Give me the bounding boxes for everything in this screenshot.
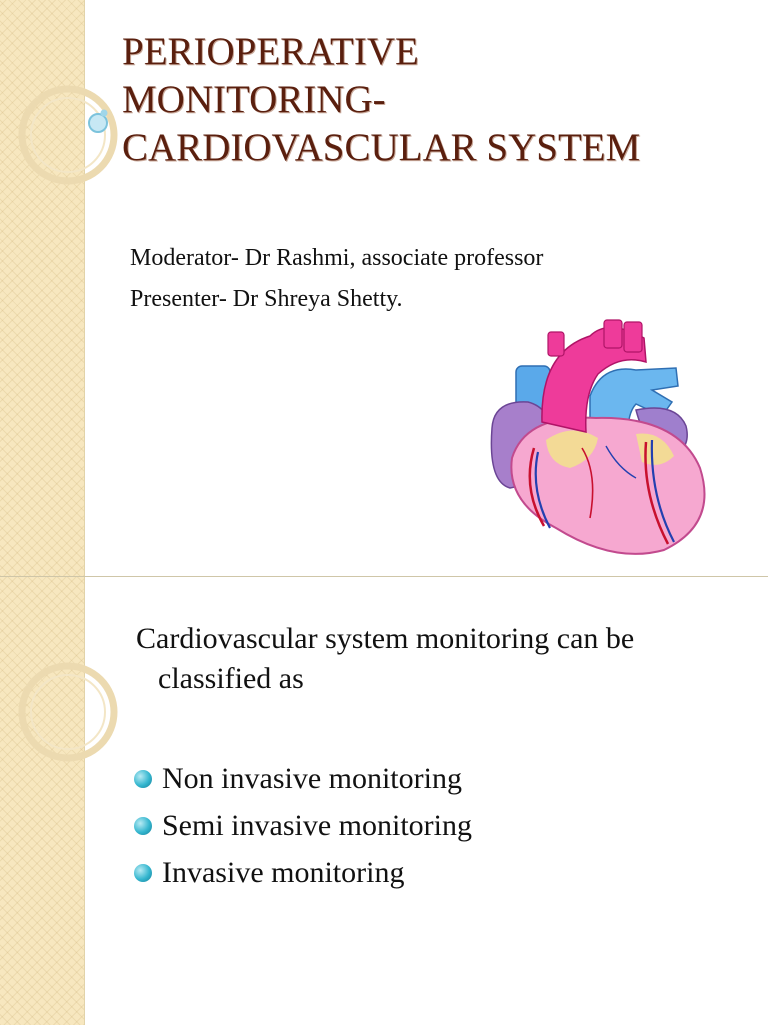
intro-line: classified as [158,662,304,695]
list-item [134,802,472,849]
title-line: PERIOPERATIVE [122,30,419,73]
title-line: MONITORING- [122,78,386,121]
list-item [134,849,472,896]
bullet-icon [134,864,152,882]
monitoring-types-list [134,755,472,896]
heart-illustration [486,318,716,558]
slide-2 [0,576,768,1025]
list-item-text: Invasive monitoring [162,856,405,889]
list-item-text: Semi invasive monitoring [162,809,472,842]
list-item [134,755,472,802]
title-line: CARDIOVASCULAR SYSTEM [122,126,641,169]
slide-title [122,28,742,172]
presenter-line: Presenter- Dr Shreya Shetty. [130,286,403,312]
decorative-rings-icon [0,0,120,200]
bullet-icon [134,817,152,835]
bullet-icon [134,770,152,788]
intro-text [136,619,736,699]
list-item-text: Non invasive monitoring [162,762,462,795]
presentation-credits [130,238,730,320]
moderator-line: Moderator- Dr Rashmi, associate professor [130,245,544,271]
intro-line: Cardiovascular system monitoring can be [136,622,635,655]
ventricles-icon [511,418,704,554]
decorative-rings-icon [0,577,120,777]
